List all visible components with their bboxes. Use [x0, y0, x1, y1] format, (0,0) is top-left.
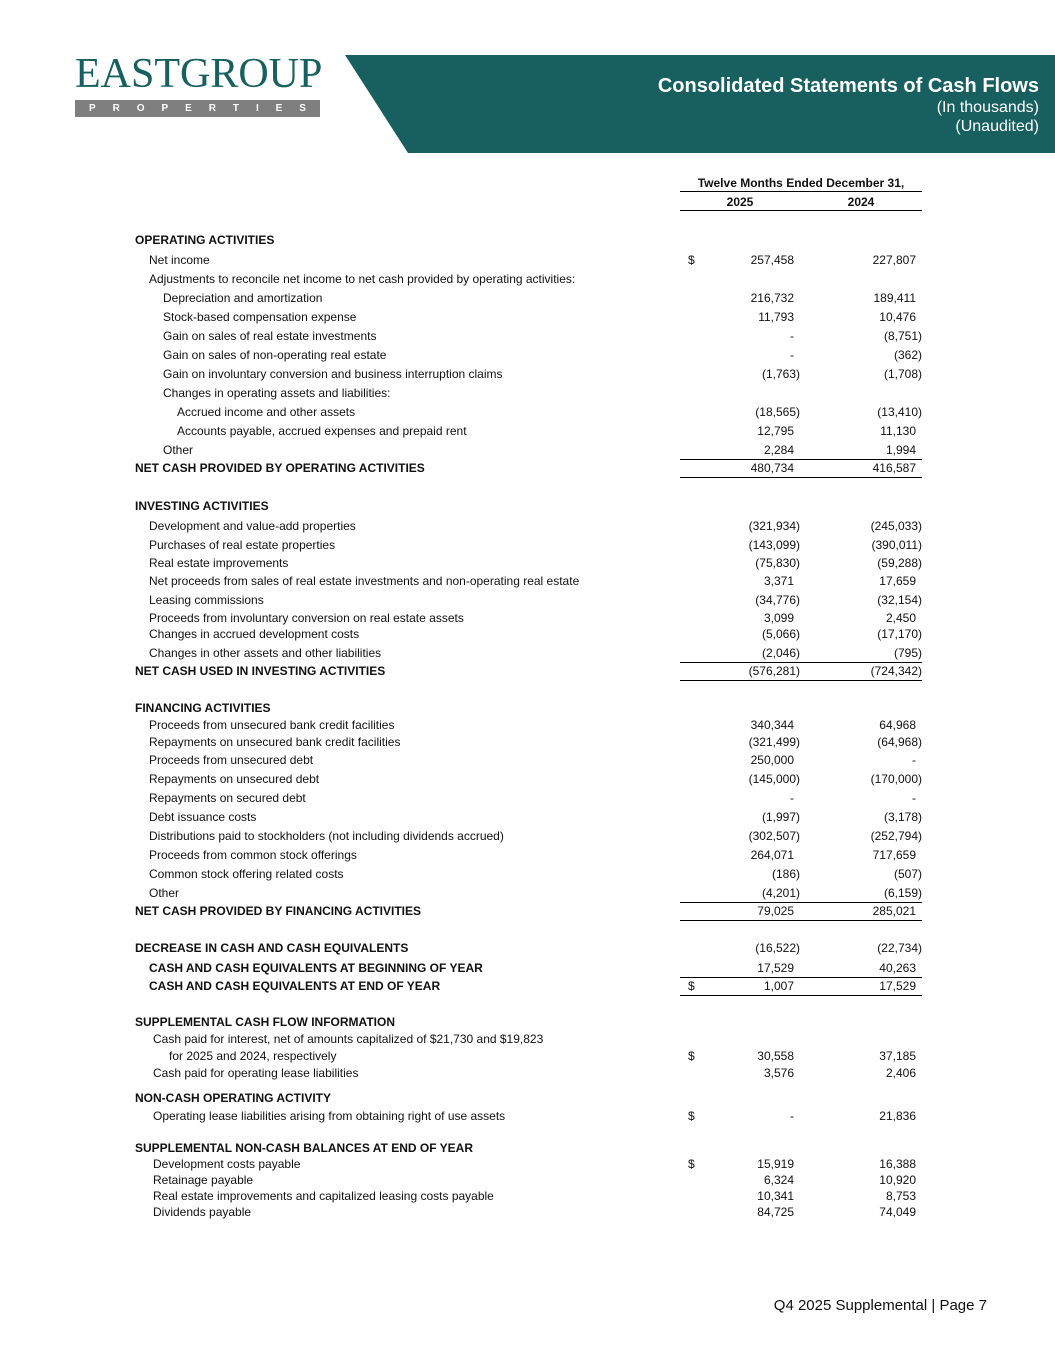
- value-2025: 15,919: [757, 1157, 794, 1171]
- value-2025: 11,793: [758, 310, 794, 324]
- row-label: Gain on sales of non-operating real estate: [163, 348, 387, 362]
- table-row: [135, 866, 922, 882]
- page-footer: Q4 2025 Supplemental | Page 7: [773, 1297, 987, 1314]
- row-label: Leasing commissions: [149, 593, 264, 607]
- value-2025: 216,732: [750, 291, 794, 305]
- value-2025: 79,025: [757, 904, 794, 918]
- value-2024: 64,968: [879, 718, 916, 732]
- value-2025: -: [790, 791, 794, 805]
- row-label: Stock-based compensation expense: [163, 310, 357, 324]
- table-row: [135, 645, 922, 661]
- value-2024: 717,659: [872, 848, 916, 862]
- row-label: INVESTING ACTIVITIES: [135, 499, 269, 513]
- row-label: NET CASH PROVIDED BY OPERATING ACTIVITIES: [135, 461, 425, 475]
- logo-letter: E: [185, 103, 192, 114]
- row-label: CASH AND CASH EQUIVALENTS AT BEGINNING OF YEAR: [149, 961, 483, 975]
- table-row: [135, 555, 922, 571]
- table-row: [135, 847, 922, 863]
- value-2024: 16,388: [879, 1157, 916, 1171]
- section-heading: [135, 1140, 922, 1156]
- value-2025: (321,934): [748, 519, 800, 533]
- logo-subline: [75, 100, 320, 117]
- value-2024: (8,751): [883, 329, 922, 343]
- row-label: Repayments on unsecured debt: [149, 772, 320, 786]
- value-2024: 2,450: [885, 611, 916, 625]
- row-label: FINANCING ACTIVITIES: [135, 701, 271, 715]
- value-2025: (18,565): [755, 405, 800, 419]
- row-label: NET CASH USED IN INVESTING ACTIVITIES: [135, 664, 386, 678]
- row-label: Proceeds from involuntary conversion on real estate assets: [149, 611, 464, 625]
- value-2024: -: [912, 791, 916, 805]
- total-row: [135, 978, 922, 994]
- value-2024: 17,659: [879, 574, 916, 588]
- table-row: [135, 573, 922, 589]
- table-row: [135, 1031, 922, 1047]
- table-row: [135, 1065, 922, 1081]
- table-row: [135, 442, 922, 458]
- value-2024: (22,734): [877, 941, 922, 955]
- table-row: [135, 404, 922, 420]
- underline-rule: [680, 995, 800, 996]
- value-2025: (75,830): [755, 556, 800, 570]
- value-2025: (143,099): [748, 538, 800, 552]
- table-row: [135, 752, 922, 768]
- row-label: NET CASH PROVIDED BY FINANCING ACTIVITIES: [135, 904, 422, 918]
- value-2025: 340,344: [750, 718, 794, 732]
- value-2025: 17,529: [757, 961, 794, 975]
- table-row: [135, 790, 922, 806]
- row-label: Net income: [149, 253, 210, 267]
- page-subtitle-units: (In thousands): [936, 99, 1039, 116]
- logo-letter: R: [208, 103, 216, 114]
- value-2024: -: [912, 753, 916, 767]
- row-label: Real estate improvements: [149, 556, 289, 570]
- value-2025: 84,725: [757, 1205, 794, 1219]
- value-2024: (252,794): [870, 829, 922, 843]
- value-2024: (32,154): [877, 593, 922, 607]
- value-2025: -: [790, 1109, 794, 1123]
- table-row: [135, 809, 922, 825]
- row-label: Dividends payable: [153, 1205, 252, 1219]
- value-2024: (64,968): [877, 735, 922, 749]
- value-2025: 1,007: [763, 979, 794, 993]
- value-2024: 21,836: [879, 1109, 916, 1123]
- value-2024: 10,920: [879, 1173, 916, 1187]
- table-row: [135, 366, 922, 382]
- table-row: [135, 537, 922, 553]
- value-2024: 227,807: [872, 253, 916, 267]
- row-label: Gain on involuntary conversion and business interruption claims: [163, 367, 503, 381]
- section-heading: [135, 1090, 922, 1106]
- value-2025: 480,734: [750, 461, 794, 475]
- value-2025: 30,558: [757, 1049, 794, 1063]
- value-2025: 3,576: [763, 1066, 794, 1080]
- logo-wordmark: EASTGROUP: [75, 51, 323, 97]
- value-2025: 12,795: [757, 424, 794, 438]
- table-row: [135, 271, 922, 287]
- row-label: Proceeds from common stock offerings: [149, 848, 357, 862]
- value-2024: (390,011): [871, 538, 922, 552]
- value-2025: (145,000): [748, 772, 800, 786]
- table-row: [135, 592, 922, 608]
- table-row: [135, 423, 922, 439]
- row-label: Proceeds from unsecured debt: [149, 753, 314, 767]
- value-2024: (245,033): [870, 519, 922, 533]
- underline-rule: [680, 680, 800, 681]
- row-label: Gain on sales of real estate investments: [163, 329, 377, 343]
- value-2025: 264,071: [750, 848, 794, 862]
- year-2024-header: 2024: [800, 195, 922, 211]
- row-label: Distributions paid to stockholders (not including dividends accrued): [149, 829, 504, 843]
- currency-symbol: $: [688, 253, 695, 267]
- value-2025: 257,458: [750, 253, 794, 267]
- row-label: Depreciation and amortization: [163, 291, 323, 305]
- table-row: [135, 610, 922, 626]
- row-label: Operating lease liabilities arising from obtaining right of use assets: [153, 1109, 506, 1123]
- row-label: Adjustments to reconcile net income to net cash provided by operating activities:: [149, 272, 576, 286]
- total-row: [135, 960, 922, 976]
- table-row: [135, 518, 922, 534]
- row-label: DECREASE IN CASH AND CASH EQUIVALENTS: [135, 941, 409, 955]
- value-2024: 8,753: [885, 1189, 916, 1203]
- value-2024: (6,159): [883, 886, 922, 900]
- currency-symbol: $: [688, 979, 695, 993]
- logo-letter: E: [275, 103, 283, 114]
- row-label: OPERATING ACTIVITIES: [135, 233, 275, 247]
- value-2025: (4,201): [761, 886, 800, 900]
- value-2024: 285,021: [872, 904, 916, 918]
- currency-symbol: $: [688, 1049, 695, 1063]
- table-row: [135, 347, 922, 363]
- value-2024: 37,185: [879, 1049, 916, 1063]
- table-row: [135, 1156, 922, 1172]
- row-label: Repayments on unsecured bank credit facilities: [149, 735, 401, 749]
- value-2024: 40,263: [879, 961, 916, 975]
- value-2025: (16,522): [755, 941, 800, 955]
- value-2025: 3,099: [763, 611, 794, 625]
- row-label: SUPPLEMENTAL CASH FLOW INFORMATION: [135, 1015, 395, 1029]
- table-row: [135, 734, 922, 750]
- row-label: Other: [163, 443, 194, 457]
- row-label: Purchases of real estate properties: [149, 538, 336, 552]
- value-2025: -: [790, 348, 794, 362]
- value-2025: 3,371: [763, 574, 794, 588]
- row-label: Development costs payable: [153, 1157, 301, 1171]
- value-2025: (1,997): [761, 810, 800, 824]
- table-row: [135, 771, 922, 787]
- table-row: [135, 885, 922, 901]
- logo-letter: R: [112, 103, 120, 114]
- row-label: Cash paid for interest, net of amounts capitalized of $21,730 and $19,823: [153, 1032, 544, 1046]
- value-2025: 6,324: [763, 1173, 794, 1187]
- logo-letter: P: [89, 103, 96, 114]
- value-2025: 250,000: [750, 753, 794, 767]
- underline-rule: [800, 477, 922, 478]
- row-label: NON-CASH OPERATING ACTIVITY: [135, 1091, 332, 1105]
- logo-letter: O: [136, 103, 145, 114]
- year-2025-header: 2025: [680, 195, 800, 211]
- page-title: Consolidated Statements of Cash Flows: [657, 75, 1039, 97]
- value-2024: (724,342): [870, 664, 922, 678]
- table-row: [135, 626, 922, 642]
- currency-symbol: $: [688, 1109, 695, 1123]
- value-2024: (795): [893, 646, 922, 660]
- value-2025: 2,284: [763, 443, 794, 457]
- value-2025: (186): [771, 867, 800, 881]
- value-2024: 17,529: [879, 979, 916, 993]
- section-heading: [135, 232, 922, 248]
- underline-rule: [680, 477, 800, 478]
- table-row: [135, 1172, 922, 1188]
- row-label: Proceeds from unsecured bank credit facilities: [149, 718, 395, 732]
- row-label: Retainage payable: [153, 1173, 254, 1187]
- period-column-header: Twelve Months Ended December 31,: [680, 176, 922, 192]
- value-2024: (170,000): [870, 772, 922, 786]
- table-row: [135, 1188, 922, 1204]
- value-2025: (321,499): [748, 735, 800, 749]
- section-heading: [135, 700, 922, 716]
- total-row: [135, 903, 922, 919]
- table-row: [135, 252, 922, 268]
- row-label: Repayments on secured debt: [149, 791, 306, 805]
- table-row: [135, 385, 922, 401]
- value-2024: 11,130: [880, 424, 916, 438]
- value-2025: (2,046): [761, 646, 800, 660]
- total-row: [135, 940, 922, 956]
- row-label: Real estate improvements and capitalized leasing costs payable: [153, 1189, 494, 1203]
- underline-rule: [800, 995, 922, 996]
- row-label: Accounts payable, accrued expenses and prepaid rent: [177, 424, 467, 438]
- section-heading: [135, 498, 922, 514]
- logo-letter: I: [255, 103, 259, 114]
- value-2025: (302,507): [748, 829, 800, 843]
- logo-letter: P: [161, 103, 169, 114]
- value-2024: 416,587: [872, 461, 916, 475]
- row-label: Other: [149, 886, 180, 900]
- row-label: Changes in other assets and other liabilities: [149, 646, 382, 660]
- row-label: Changes in operating assets and liabilities:: [163, 386, 391, 400]
- table-row: [135, 717, 922, 733]
- underline-rule: [800, 920, 922, 921]
- table-row: [135, 328, 922, 344]
- value-2025: 10,341: [757, 1189, 794, 1203]
- page-subtitle-audit: (Unaudited): [955, 118, 1039, 135]
- row-label: Accrued income and other assets: [177, 405, 356, 419]
- title-banner: [340, 55, 1055, 153]
- table-row: [135, 828, 922, 844]
- logo-letter: S: [299, 103, 306, 114]
- row-label: Common stock offering related costs: [149, 867, 344, 881]
- row-label: SUPPLEMENTAL NON-CASH BALANCES AT END OF YEAR: [135, 1141, 474, 1155]
- value-2024: (507): [893, 867, 922, 881]
- company-logo: [75, 51, 323, 117]
- value-2024: (17,170): [877, 627, 922, 641]
- underline-rule: [800, 680, 922, 681]
- value-2024: (13,410): [877, 405, 922, 419]
- value-2025: (34,776): [755, 593, 800, 607]
- row-label: for 2025 and 2024, respectively: [169, 1049, 337, 1063]
- table-row: [135, 1108, 922, 1124]
- value-2024: (1,708): [883, 367, 922, 381]
- value-2025: -: [790, 329, 794, 343]
- value-2025: (1,763): [761, 367, 800, 381]
- row-label: Cash paid for operating lease liabilities: [153, 1066, 359, 1080]
- section-heading: [135, 1014, 922, 1030]
- row-label: Net proceeds from sales of real estate investments and non-operating real estate: [149, 574, 580, 588]
- row-label: Changes in accrued development costs: [149, 627, 360, 641]
- value-2024: 74,049: [879, 1205, 916, 1219]
- value-2024: (59,288): [877, 556, 922, 570]
- value-2024: (362): [893, 348, 922, 362]
- value-2025: (5,066): [761, 627, 800, 641]
- table-row: [135, 309, 922, 325]
- table-row: [135, 290, 922, 306]
- value-2024: 10,476: [879, 310, 916, 324]
- total-row: [135, 663, 922, 679]
- currency-symbol: $: [688, 1157, 695, 1171]
- row-label: Development and value-add properties: [149, 519, 356, 533]
- row-label: Debt issuance costs: [149, 810, 257, 824]
- total-row: [135, 460, 922, 476]
- table-row: [135, 1204, 922, 1220]
- value-2024: (3,178): [883, 810, 922, 824]
- value-2024: 189,411: [873, 291, 916, 305]
- underline-rule: [680, 920, 800, 921]
- value-2024: 2,406: [885, 1066, 916, 1080]
- value-2024: 1,994: [885, 443, 916, 457]
- table-row: [135, 1048, 922, 1064]
- value-2025: (576,281): [748, 664, 800, 678]
- logo-letter: T: [232, 103, 239, 114]
- row-label: CASH AND CASH EQUIVALENTS AT END OF YEAR: [149, 979, 441, 993]
